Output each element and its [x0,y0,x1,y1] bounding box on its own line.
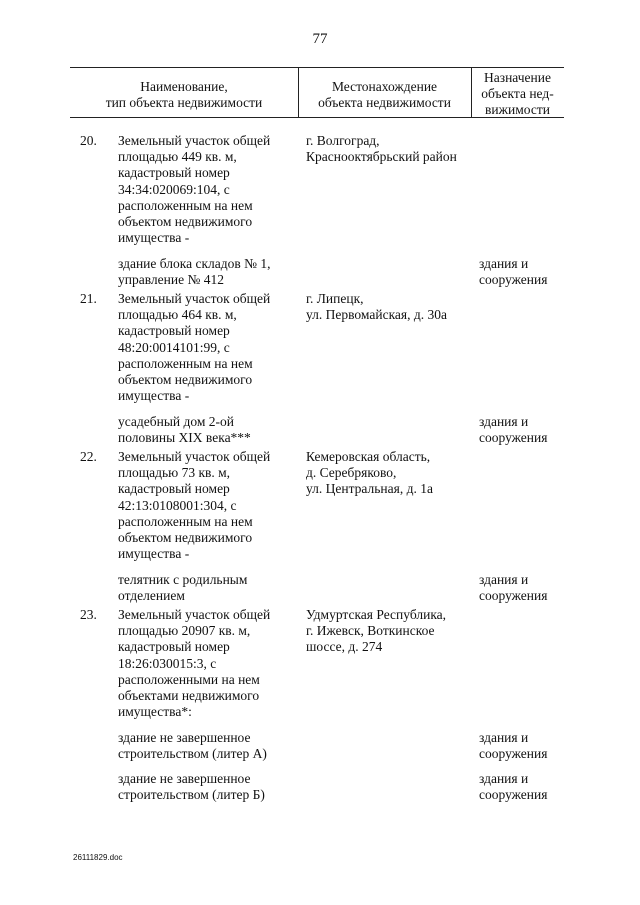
description-line: Земельный участок общей [118,449,271,464]
entry-location [306,133,474,165]
location-line: д. Серебряково, [306,465,397,481]
header-line: Наименование, [140,79,228,94]
object-name-line: здание блока складов № 1, [118,256,271,271]
description-line: имущества - [118,388,190,404]
header-line: тип объекта недвижимости [105,95,263,110]
location-line: г. Волгоград, [306,133,380,148]
object-name [118,572,288,604]
table-top-rule [70,67,564,68]
header-line: объекта нед- [481,86,554,101]
object-name-line: строительством (литер Б) [118,787,265,803]
object-name [118,730,288,762]
location-line: Удмуртская Республика, [306,607,447,622]
location-line: шоссе, д. 274 [306,639,383,655]
entry-number: 22. [80,449,97,464]
entry-number: 23. [80,607,97,622]
entry-location [306,449,474,498]
location-line: г. Липецк, [306,291,364,306]
object-purpose-line: сооружения [479,588,548,604]
object-name-line: управление № 412 [118,272,224,288]
description-line: 34:34:020069:104, с [118,181,230,197]
object-name [118,771,288,803]
description-line: кадастровый номер [118,481,230,497]
object-name-line: здание не завершенное [118,771,251,786]
description-line: имущества*: [118,704,192,720]
header-line: вижимости [485,102,550,117]
table-row [0,607,640,803]
header-line: объекта недвижимости [318,95,451,110]
table-header-rule [70,117,564,118]
object-purpose-line: здания и [479,256,529,271]
object-name-line: отделением [118,588,185,604]
description-line: площадью 20907 кв. м, [118,623,251,639]
description-line: расположенным на нем [118,197,253,213]
description-line: 18:26:030015:3, с [118,655,217,671]
header-line: Назначение [484,70,551,85]
description-line: Земельный участок общей [118,133,271,148]
entry-description [118,133,298,246]
description-line: расположенными на нем [118,671,260,687]
object-name-line: половины XIX века*** [118,430,251,446]
entry-location [306,291,474,323]
object-row [118,771,548,812]
entry-objects [118,730,548,812]
object-purpose [479,256,569,288]
table-body [0,133,640,803]
table-row [0,449,640,607]
object-name [118,256,288,288]
entry-location [306,607,474,656]
object-purpose [479,414,569,446]
description-line: расположенным на нем [118,355,253,371]
object-purpose [479,730,569,762]
description-line: площадью 73 кв. м, [118,465,231,481]
object-purpose-line: здания и [479,771,529,786]
object-purpose-line: здания и [479,414,529,429]
description-line: объектом недвижимого [118,372,253,388]
description-line: площадью 449 кв. м, [118,149,237,165]
object-purpose [479,572,569,604]
object-purpose-line: здания и [479,730,529,745]
description-line: имущества - [118,546,190,562]
object-name-line: телятник с родильным [118,572,248,587]
object-name-line: строительством (литер А) [118,746,267,762]
object-purpose-line: сооружения [479,430,548,446]
object-purpose-line: сооружения [479,272,548,288]
description-line: Земельный участок общей [118,607,271,622]
location-line: Кемеровская область, [306,449,431,464]
description-line: объектом недвижимого [118,530,253,546]
object-name-line: усадебный дом 2-ой [118,414,235,429]
header-purpose-column [471,70,564,118]
description-line: расположенным на нем [118,513,253,529]
table-row [0,133,640,291]
footer-filename: 26111829.doc [73,853,123,862]
header-location-column [298,79,471,111]
description-line: объектом недвижимого [118,214,253,230]
description-line: объектами недвижимого [118,688,260,704]
description-line: кадастровый номер [118,639,230,655]
description-line: площадью 464 кв. м, [118,307,237,323]
entry-description [118,607,298,720]
header-line: Местонахождение [331,79,438,94]
description-line: 48:20:0014101:99, с [118,339,230,355]
entry-description [118,449,298,562]
object-purpose [479,771,569,803]
object-row [118,730,548,771]
object-purpose-line: здания и [479,572,529,587]
description-line: кадастровый номер [118,323,230,339]
entry-number: 20. [80,133,97,148]
table-row [0,291,640,449]
location-line: г. Ижевск, Воткинское [306,623,435,639]
object-purpose-line: сооружения [479,746,548,762]
location-line: ул. Первомайская, д. 30а [306,307,447,323]
entry-description [118,291,298,404]
page-number: 77 [312,31,328,47]
description-line: Земельный участок общей [118,291,271,306]
object-name [118,414,288,446]
object-name-line: здание не завершенное [118,730,251,745]
location-line: ул. Центральная, д. 1а [306,481,433,497]
entry-number: 21. [80,291,97,306]
description-line: кадастровый номер [118,165,230,181]
description-line: 42:13:0108001:304, с [118,497,237,513]
object-purpose-line: сооружения [479,787,548,803]
location-line: Краснооктябрьский район [306,149,457,165]
header-name-column [70,79,298,111]
description-line: имущества - [118,230,190,246]
